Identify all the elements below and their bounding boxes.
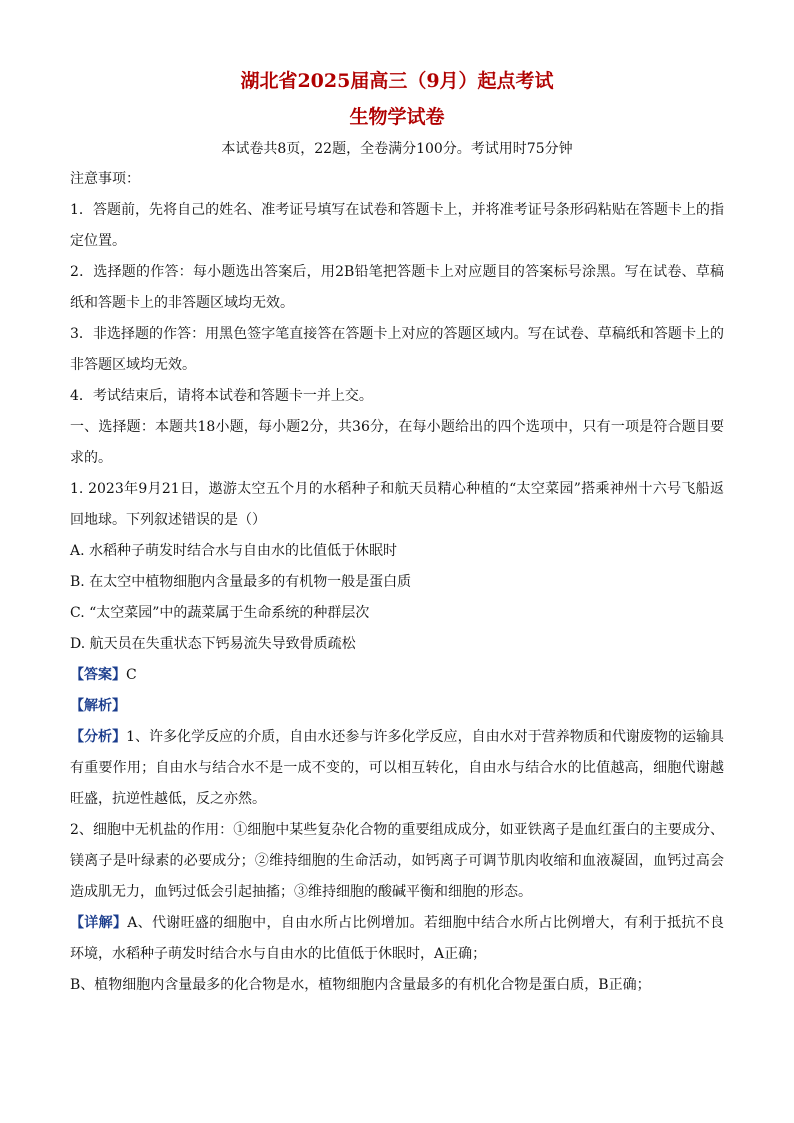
xiangjie-text-a: A、代谢旺盛的细胞中，自由水所占比例增加。若细胞中结合水所占比例增大，有利于抵抗不良环境，水稻种子萌发时结合水与自由水的比值低于休眠时，A正确； — [70, 915, 725, 962]
section-heading: 一、选择题：本题共18小题，每小题2分，共36分，在每小题给出的四个选项中，只有一项是符合题目要求的。 — [70, 419, 724, 466]
answer-line — [70, 660, 724, 691]
fenxi-paragraph-2: 2、细胞中无机盐的作用：①细胞中某些复杂化合物的重要组成成分，如亚铁离子是血红蛋白的主要成分、镁离子是叶绿素的必要成分；②维持细胞的生命活动，如钙离子可调节肌肉收缩和血液凝固，血钙过高会造成肌无力，血钙过低会引起抽搐；③维持细胞的酸碱平衡和细胞的形态。 — [70, 822, 724, 900]
option-d: D. 航天员在失重状态下钙易流失导致骨质疏松 — [70, 636, 356, 652]
xiangjie-paragraph-a — [70, 908, 724, 970]
analysis-tag: 【解析】 — [70, 698, 126, 714]
xiangjie-tag: 【详解】 — [70, 915, 128, 931]
exam-title: 湖北省2025届高三（9月）起点考试 — [240, 70, 554, 92]
notice-item-3: 3．非选择题的作答：用黑色签字笔直接答在答题卡上对应的答题区域内。写在试卷、草稿纸和答题卡上的非答题区域均无效。 — [70, 326, 724, 373]
notice-item-1: 1．答题前，先将自己的姓名、准考证号填写在试卷和答题卡上，并将准考证号条形码粘贴在答题卡上的指定位置。 — [70, 202, 724, 249]
exam-info: 本试卷共8页，22题，全卷满分100分。考试用时75分钟 — [221, 141, 573, 157]
option-a: A. 水稻种子萌发时结合水与自由水的比值低于休眠时 — [70, 543, 398, 559]
fenxi-tag: 【分析】 — [70, 729, 127, 745]
notice-item-2: 2．选择题的作答：每小题选出答案后，用2B铅笔把答题卡上对应题目的答案标号涂黑。写在试卷、草稿纸和答题卡上的非答题区域均无效。 — [70, 264, 724, 311]
exam-subtitle: 生物学试卷 — [349, 106, 445, 128]
question-stem: 1. 2023年9月21日，遨游太空五个月的水稻种子和航天员精心种植的“太空菜园”搭乘神州十六号飞船返回地球。下列叙述错误的是（） — [70, 481, 724, 528]
option-b: B. 在太空中植物细胞内含量最多的有机物一般是蛋白质 — [70, 574, 412, 590]
document-body — [70, 164, 724, 1001]
answer-value: C — [126, 667, 137, 683]
option-c: C. “太空菜园”中的蔬菜属于生命系统的种群层次 — [70, 605, 370, 621]
notice-item-4: 4．考试结束后，请将本试卷和答题卡一并上交。 — [70, 388, 373, 404]
answer-tag: 【答案】 — [70, 667, 126, 683]
notice-heading: 注意事项： — [70, 171, 140, 187]
analysis-line — [70, 691, 724, 722]
fenxi-paragraph-1 — [70, 722, 724, 815]
fenxi-text-1: 1、许多化学反应的介质，自由水还参与许多化学反应，自由水对于营养物质和代谢废物的运输具有重要作用；自由水与结合水不是一成不变的，可以相互转化，自由水与结合水的比值越高，细胞代谢越旺盛，抗逆性越低，反之亦然。 — [70, 729, 725, 807]
xiangjie-paragraph-b: B、植物细胞内含量最多的化合物是水，植物细胞内含量最多的有机化合物是蛋白质，B正确； — [70, 977, 651, 993]
